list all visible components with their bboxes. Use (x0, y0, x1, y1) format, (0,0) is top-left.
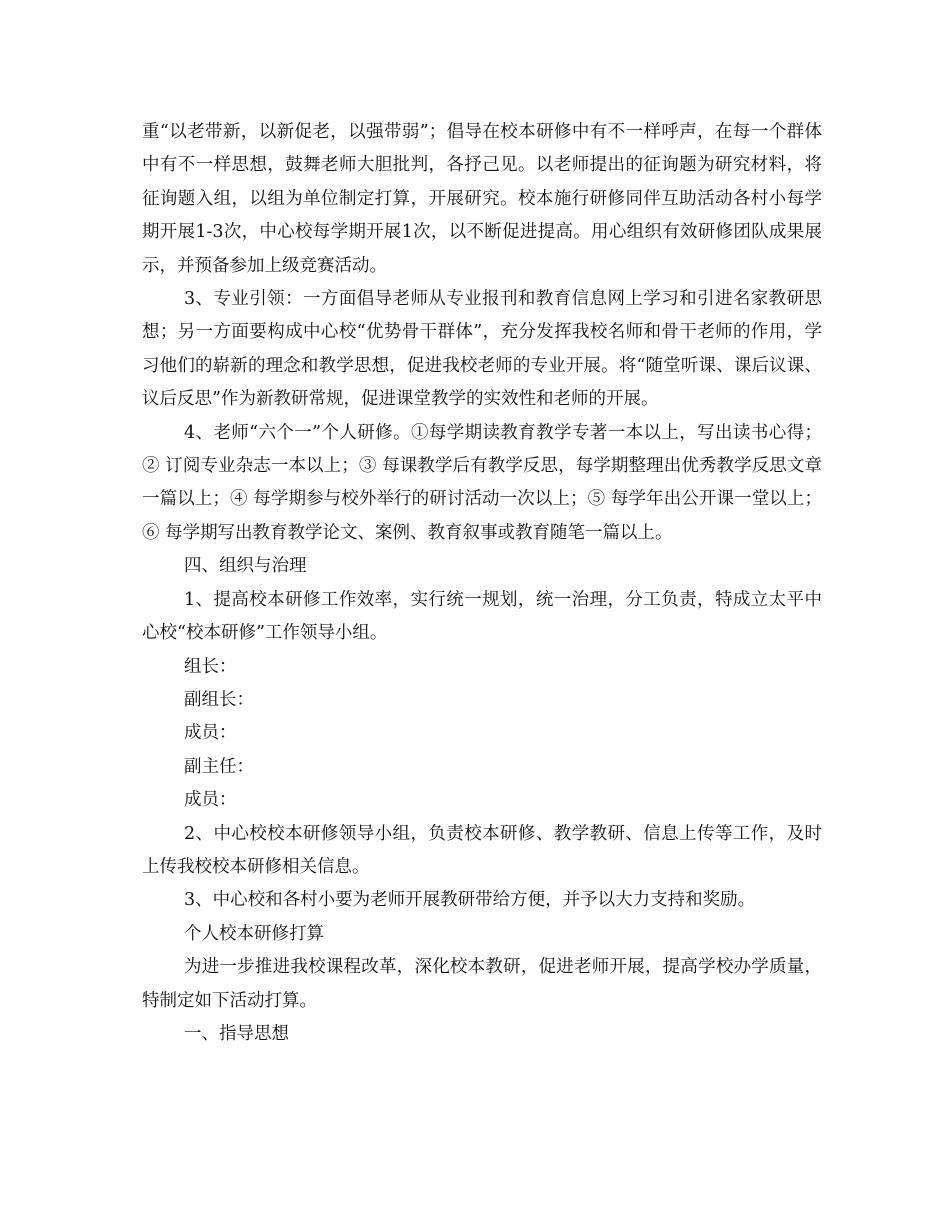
document-body (142, 116, 822, 1051)
section-heading-guiding-thought: 一、指导思想 (184, 1023, 289, 1044)
paragraph-support: 3、中心校和各村小要为老师开展教研带给方便，并予以大力支持和奖励。 (184, 890, 756, 911)
role-leader: 组长： (184, 656, 237, 677)
paragraph-expert-guidance: 3、专业引领：一方面倡导老师从专业报刊和教育信息网上学习和引进名家教研思想；另一方面要构成中心校“优势骨干群体”，充分发挥我校名师和骨干老师的作用，学习他们的崭新的理念和教学思想，促进我校老师的专业开展。将“随堂听课、课后议课、议后反思”作为新教研常规，促进课堂教学的实效性和老师的开展。 (142, 289, 822, 410)
doc-title-personal-plan: 个人校本研修打算 (184, 923, 324, 944)
paragraph-six-ones: 4、老师“六个一”个人研修。①每学期读教育教学专著一本以上，写出读书心得；② 订阅专业杂志一本以上；③ 每课教学后有教学反思，每学期整理出优秀教学反思文章一篇以上；④ 每学期参与校外举行的研讨活动一次以上；⑤ 每学年出公开课一堂以上；⑥ 每学期写出教育教学论文、案例、教育叙事或教育随笔一篇以上。 (142, 422, 822, 543)
paragraph-mentoring: 重“以老带新，以新促老，以强带弱”；倡导在校本研修中有不一样呼声，在每一个群体中有不一样思想，鼓舞老师大胆批判，各抒己见。以老师提出的征询题为研究材料，将征询题入组，以组为单位制定打算，开展研究。校本施行研修同伴互助活动各村小每学期开展1-3次，中心校每学期开展1次，以不断促进提高。用心组织有效研修团队成果展示，并预备参加上级竞赛活动。 (142, 122, 822, 276)
role-deputy-leader: 副组长： (184, 689, 254, 710)
role-members-2: 成员： (184, 790, 237, 811)
section-heading-organization: 四、组织与治理 (184, 556, 307, 577)
paragraph-leadership-group: 1、提高校本研修工作效率，实行统一规划，统一治理，分工负责，特成立太平中心校“校本研修”工作领导小组。 (142, 589, 822, 644)
paragraph-group-duties: 2、中心校校本研修领导小组，负责校本研修、教学教研、信息上传等工作，及时上传我校校本研修相关信息。 (142, 823, 822, 877)
role-members: 成员： (184, 723, 237, 744)
role-deputy-director: 副主任： (184, 756, 254, 777)
paragraph-intro: 为进一步推进我校课程改革，深化校本教研，促进老师开展，提高学校办学质量，特制定如下活动打算。 (142, 957, 822, 1011)
